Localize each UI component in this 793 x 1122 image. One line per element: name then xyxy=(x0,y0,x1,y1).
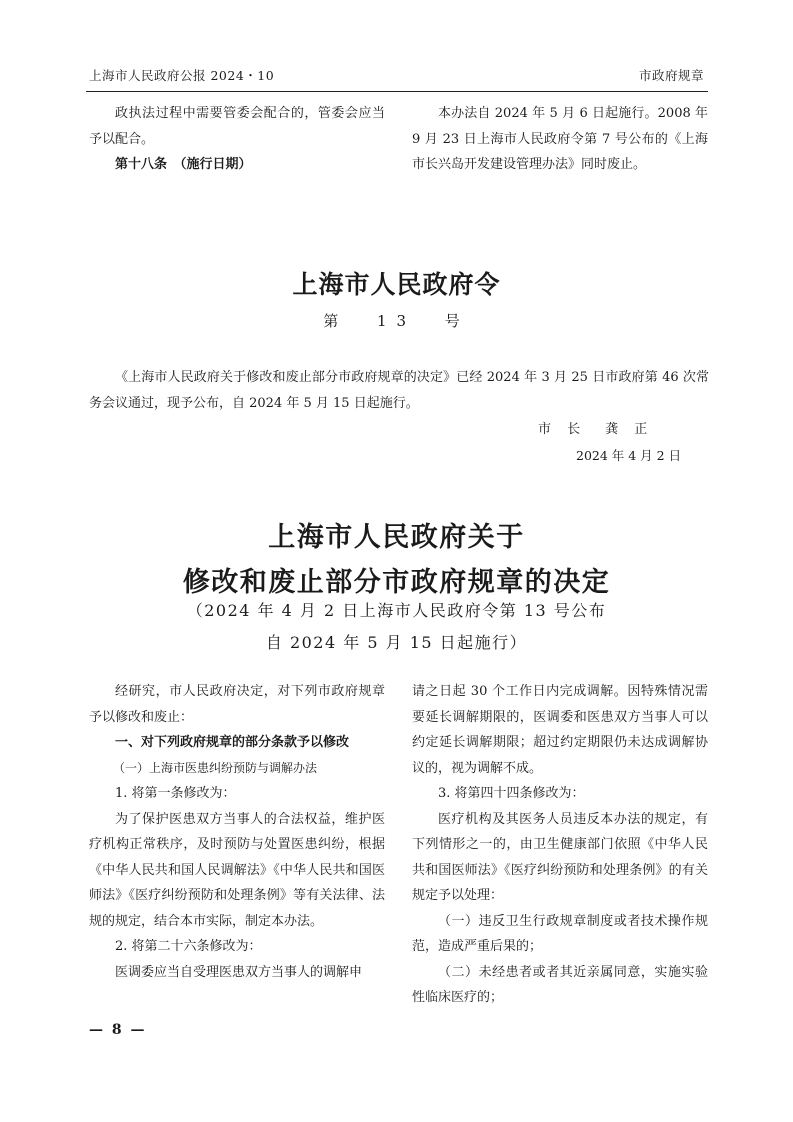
paragraph: 医疗机构及其医务人员违反本办法的规定，有下列情形之一的，由卫生健康部门依照《中华人民共和国医师法》《医疗纠纷预防和处理条例》的有关规定予以处理： xyxy=(412,811,708,903)
section-heading: 一、对下列政府规章的部分条款予以修改 xyxy=(115,735,350,750)
article-heading: 第十八条 （施行日期） xyxy=(115,157,252,172)
body-right-column xyxy=(412,679,708,1011)
paragraph: 为了保护医患双方当事人的合法权益，维护医疗机构正常秩序，及时预防与处置医患纠纷，根据《中华人民共和国人民调解法》《中华人民共和国医师法》《医疗纠纷预防和处理条例》等有关法律、法规的规定，结合本市实际，制定本办法。 xyxy=(89,811,385,929)
page-number: — 8 — xyxy=(89,1022,147,1038)
order-text xyxy=(89,365,709,417)
decision-title-line2: 修改和废止部分市政府规章的决定 xyxy=(182,567,611,598)
header-section: 市政府规章 xyxy=(638,68,704,83)
decision-title-line1: 上海市人民政府关于 xyxy=(268,522,525,553)
top-right-column xyxy=(412,101,708,178)
paragraph: 请之日起 30 个工作日内完成调解。因特殊情况需要延长调解期限的，医调委和医患双方当事人可以约定延长调解期限；超过约定期限仍未达成调解协议的，视为调解不成。 xyxy=(412,684,708,776)
paragraph: 本办法自 2024 年 5 月 6 日起施行。2008 年 9 月 23 日上海市人民政府令第 7 号公布的《上海市长兴岛开发建设管理办法》同时废止。 xyxy=(412,106,708,172)
paragraph: 3. 将第四十四条修改为： xyxy=(438,786,585,801)
paragraph: 《上海市人民政府关于修改和废止部分市政府规章的决定》已经 2024 年 3 月 25 日市政府第 46 次常务会议通过，现予公布，自 2024 年 5 月 15 日起施行。 xyxy=(89,370,709,411)
order-signature: 市 长 龚 正 xyxy=(538,422,654,437)
header-divider xyxy=(86,91,708,92)
paragraph: 经研究，市人民政府决定，对下列市政府规章予以修改和废止： xyxy=(89,684,385,725)
paragraph: 政执法过程中需要管委会配合的，管委会应当予以配合。 xyxy=(89,106,385,147)
top-left-column xyxy=(89,101,385,178)
paragraph: （一）违反卫生行政规章制度或者技术操作规范，造成严重后果的； xyxy=(412,913,708,954)
order-date: 2024 年 4 月 2 日 xyxy=(576,448,682,463)
header-publication: 上海市人民政府公报 2024・10 xyxy=(89,68,275,83)
paragraph: 2. 将第二十六条修改为： xyxy=(115,939,262,954)
subsection-heading: （一）上海市医患纠纷预防与调解办法 xyxy=(113,760,318,775)
paragraph: 医调委应当自受理医患双方当事人的调解申 xyxy=(115,964,363,980)
order-title: 上海市人民政府令 xyxy=(292,270,501,299)
paragraph: （二）未经患者或者其近亲属同意，实施实验性临床医疗的； xyxy=(412,964,708,1005)
decision-subtitle-line2: 自 2024 年 5 月 15 日起施行） xyxy=(265,633,528,652)
body-left-column xyxy=(89,679,385,985)
paragraph: 1. 将第一条修改为： xyxy=(115,786,236,801)
decision-subtitle-line1: （2024 年 4 月 2 日上海市人民政府令第 13 号公布 xyxy=(186,601,607,620)
order-number: 第 13 号 xyxy=(323,312,470,330)
